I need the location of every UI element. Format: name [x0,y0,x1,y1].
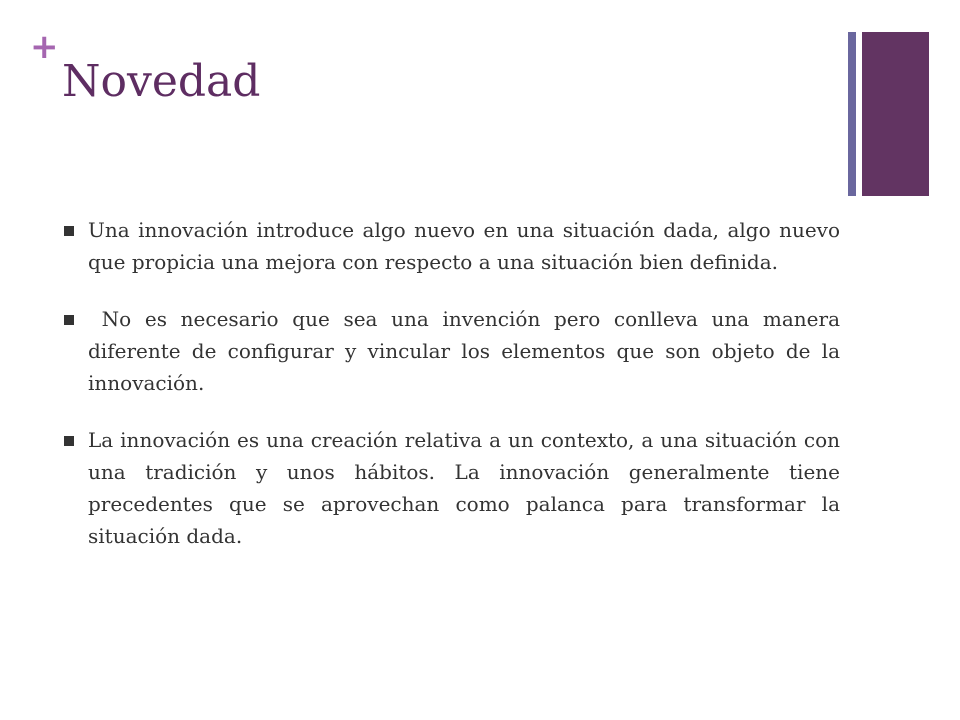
decorative-bar-thin [848,32,856,196]
square-bullet-icon [64,436,74,446]
list-item [62,424,840,552]
plus-marker-icon: + [30,27,59,67]
bullet-text: La innovación es una creación relativa a un contexto, a una situación con una tradición y unos hábitos. La innovación generalmente tiene precedentes que se aprovechan como palanca para transformar la situación dada. [88,428,840,548]
square-bullet-icon [64,315,74,325]
slide-title: Novedad [62,56,261,107]
list-item [62,303,847,399]
square-bullet-icon [64,226,74,236]
list-item [62,214,840,278]
bullet-list [62,214,847,577]
decorative-bar-thick [862,32,929,196]
bullet-text: No es necesario que sea una invención pero conlleva una manera diferente de configurar y vincular los elementos que son objeto de la innovación. [88,307,847,395]
bullet-text: Una innovación introduce algo nuevo en una situación dada, algo nuevo que propicia una mejora con respecto a una situación bien definida. [88,218,840,274]
